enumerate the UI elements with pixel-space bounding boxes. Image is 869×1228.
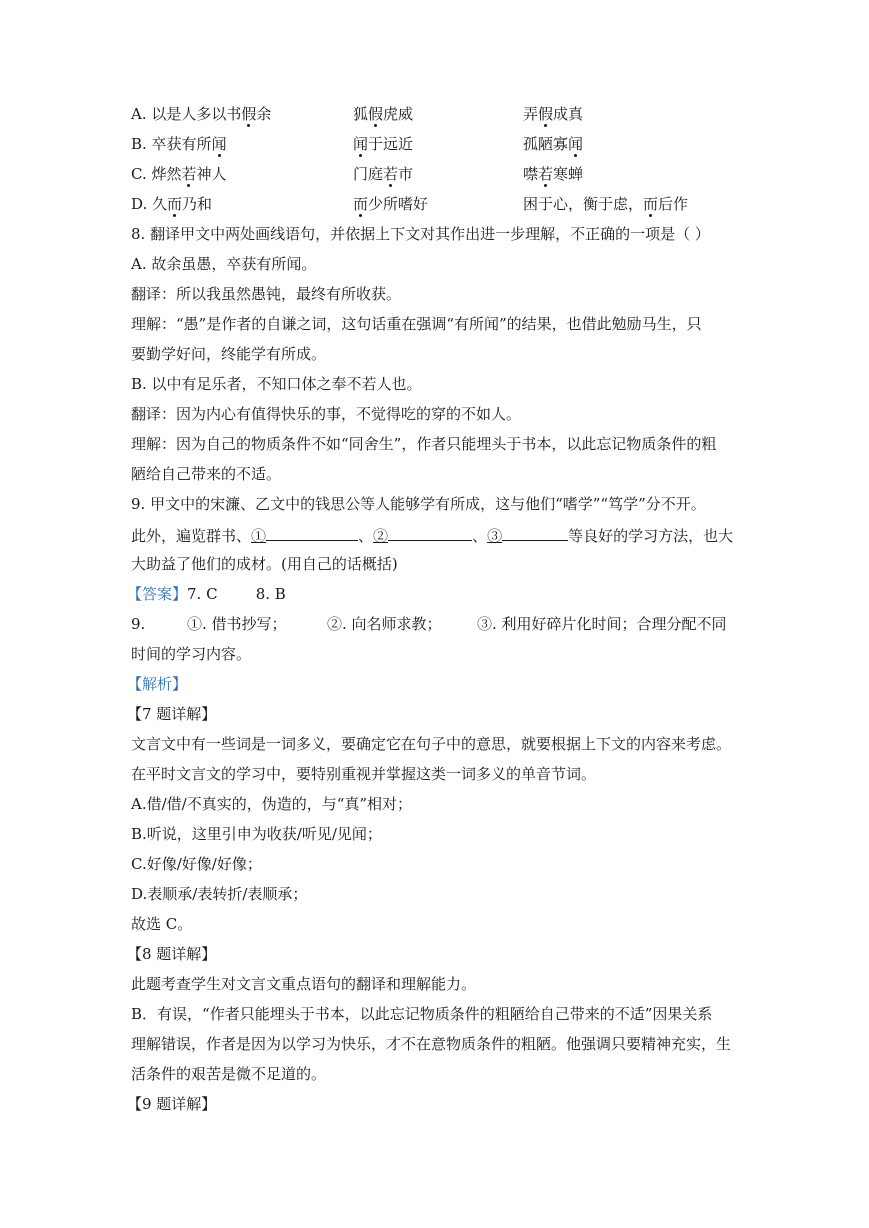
q8-option-a-understanding-line1: 理解：“愚”是作者的自谦之词，这句话重在强调“有所闻”的结果，也借此勉励马生，只 xyxy=(131,315,702,333)
blank-marker-3: ③ xyxy=(487,527,503,545)
blank-marker-2: ② xyxy=(373,527,389,545)
q8-option-b-sentence: B. 以中有足乐者，不知口体之奉不若人也。 xyxy=(131,375,422,393)
answer-blank-2 xyxy=(388,524,472,541)
q9-stem-line3: 大助益了他们的成材。(用自己的话概括) xyxy=(131,555,398,573)
q8-option-a-understanding-line2: 要勤学好问，终能学有所成。 xyxy=(131,345,327,363)
answer-q7-q8: 7. C 8. B xyxy=(187,585,286,603)
answer-label: 【答案】 xyxy=(127,585,188,603)
q8-stem: 8. 翻译甲文中两处画线语句，并依据上下文对其作出进一步理解，不正确的一项是（ ） xyxy=(131,225,710,243)
q7-detail-d: D.表顺承/表转折/表顺承； xyxy=(131,885,308,903)
q9-detail-heading: 【9 题详解】 xyxy=(127,1095,217,1113)
answer-q9-line2: 时间的学习内容。 xyxy=(131,645,252,663)
q7-detail-heading: 【7 题详解】 xyxy=(127,705,217,723)
answer-blank-3 xyxy=(502,524,568,541)
answer-blank-1 xyxy=(266,524,358,541)
q8-detail-para-line1: 此题考查学生对文言文重点语句的翻译和理解能力。 xyxy=(131,975,477,993)
q7-option-row-c: C. 烨然若神人 门庭若市 噤若寒蝉 xyxy=(131,165,584,183)
q7-detail-b: B.听说，这里引申为收获/听见/见闻； xyxy=(131,825,382,843)
analysis-label: 【解析】 xyxy=(127,675,188,693)
q7-detail-para-line1: 文言文中有一些词是一词多义，要确定它在句子中的意思，就要根据上下文的内容来考虑。 xyxy=(131,735,732,753)
q7-option-row-b: B. 卒获有所闻 闻于远近 孤陋寡闻 xyxy=(131,135,584,153)
q7-option-row-d: D. 久而乃和 而少所嗜好 困于心，衡于虑，而后作 xyxy=(131,195,689,213)
answer-q9-line1: 9. ①. 借书抄写； ②. 向名师求教； ③. 利用好碎片化时间；合理分配不同 xyxy=(131,615,727,633)
q8-detail-para-line3: 理解错误，作者是因为以学习为快乐，才不在意物质条件的粗陋。他强调只要精神充实，生 xyxy=(131,1035,732,1053)
q8-detail-heading: 【8 题详解】 xyxy=(127,945,217,963)
q8-detail-para-line4: 活条件的艰苦是微不足道的。 xyxy=(131,1065,327,1083)
q7-detail-para-line2: 在平时文言文的学习中，要特别重视并掌握这类一词多义的单音节词。 xyxy=(131,765,597,783)
q7-detail-a: A.借/借/不真实的，伪造的，与“真”相对； xyxy=(131,795,413,813)
q9-stem-line2: 此外，遍览群书、① 、② 、③ 等良好的学习方法，也大 xyxy=(131,524,733,546)
q8-option-a-sentence: A. 故余虽愚，卒获有所闻。 xyxy=(131,255,317,273)
q9-stem-line1: 9. 甲文中的宋濂、乙文中的钱思公等人能够学有所成，这与他们“嗜学”“笃学”分不开。 xyxy=(131,495,706,513)
q8-option-b-understanding-line1: 理解：因为自己的物质条件不如“同舍生”，作者只能埋头于书本，以此忘记物质条件的粗 xyxy=(131,435,717,453)
q8-option-a-translation: 翻译：所以我虽然愚钝，最终有所收获。 xyxy=(131,285,402,303)
answer-line xyxy=(127,584,286,604)
q8-detail-para-line2: B．有误，“作者只能埋头于书本，以此忘记物质条件的粗陋给自己带来的不适”因果关系 xyxy=(131,1005,713,1023)
q7-detail-answer: 故选 C。 xyxy=(131,915,193,933)
q8-option-b-translation: 翻译：因为内心有值得快乐的事，不觉得吃的穿的不如人。 xyxy=(131,405,522,423)
blank-marker-1: ① xyxy=(251,527,267,545)
q8-option-b-understanding-line2: 陋给自己带来的不适。 xyxy=(131,465,282,483)
q7-option-row-a: A. 以是人多以书假余 狐假虎威 弄假成真 xyxy=(131,105,584,123)
q7-detail-c: C.好像/好像/好像； xyxy=(131,855,262,873)
